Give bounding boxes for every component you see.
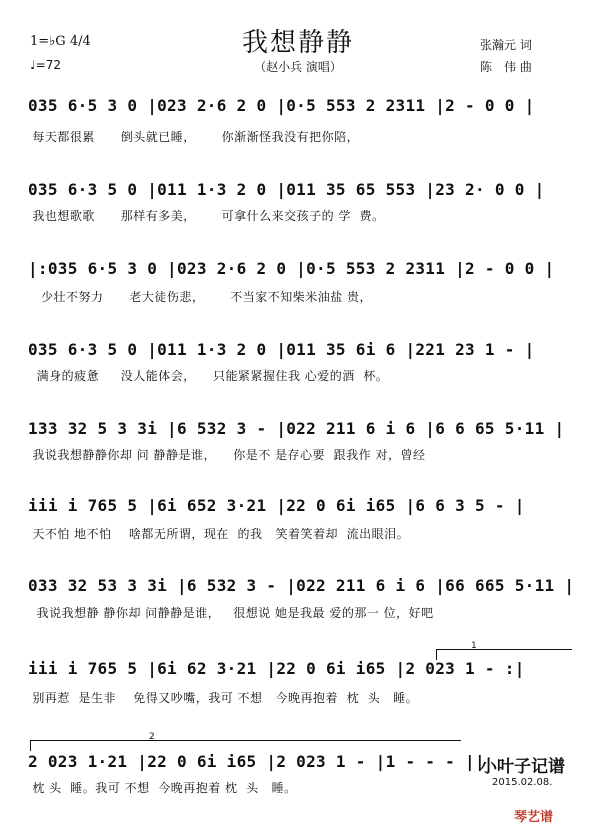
score-notes-line-6: iii i 765 5 |6i 652 3·21 |22 0 6i i65 |6 6 3 5 - | xyxy=(28,496,525,515)
score-lyrics-line-8: 别再惹 是生非 免得又吵嘴，我可 不想 今晚再抱着 枕 头 睡。 xyxy=(28,691,419,705)
score-notes-line-8: iii i 765 5 |6i 62 3·21 |22 0 6i i65 |2 023 1 - :| xyxy=(28,659,525,678)
transcriber-signature: 小叶子记谱 xyxy=(480,757,565,777)
score-lyrics-line-4: 满身的疲惫 没人能体会， 只能紧紧握住我 心爱的酒 杯。 xyxy=(28,369,389,383)
score-lyrics-line-2: 我也想歌歌 那样有多美， 可拿什么来交孩子的 学 费。 xyxy=(28,209,385,223)
volta-bracket-2 xyxy=(30,732,461,751)
volta-label-2: 2 xyxy=(149,732,155,742)
key-signature: 1=♭G 4/4 xyxy=(30,34,91,49)
transcription-date: 2015.02.08. xyxy=(492,777,553,788)
score-lyrics-line-5: 我说我想静静你却 问 静静是谁， 你是不 是存心要 跟我作 对，曾经 xyxy=(28,448,426,462)
score-lyrics-line-9: 枕 头 睡。我可 不想 今晚再抱着 枕 头 睡。 xyxy=(28,781,297,795)
score-notes-line-7: 033 32 53 3 3i |6 532 3 - |022 211 6 i 6 |66 665 5·11 | xyxy=(28,576,575,595)
score-notes-line-1: 035 6·5 3 0 |023 2·6 2 0 |0·5 553 2 2311 |2 - 0 0 | xyxy=(28,96,535,115)
score-lyrics-line-1: 每天都很累 倒头就已睡， 你渐渐怪我没有把你陪， xyxy=(28,130,360,144)
lyricist-credit: 张瀚元 词 xyxy=(480,38,532,52)
composer-credit: 陈 伟 曲 xyxy=(480,60,532,74)
score-notes-line-3: |:035 6·5 3 0 |023 2·6 2 0 |0·5 553 2 2311 |2 - 0 0 | xyxy=(28,259,555,278)
singer-subtitle: （赵小兵 演唱） xyxy=(254,60,342,74)
score-lyrics-line-7: 我说我想静 静你却 问静静是谁， 很想说 她是我最 爱的那一 位，好吧 xyxy=(28,606,434,620)
tempo-marking: ♩=72 xyxy=(30,58,61,72)
song-title: 我想静静 xyxy=(241,28,354,58)
volta-label-1: 1 xyxy=(471,641,477,651)
score-lyrics-line-6: 天不怕 地不怕 啥都无所谓，现在 的我 笑着笑着却 流出眼泪。 xyxy=(28,527,410,541)
score-notes-line-4: 035 6·3 5 0 |011 1·3 2 0 |011 35 6i 6 |221 23 1 - | xyxy=(28,340,535,359)
score-notes-line-2: 035 6·3 5 0 |011 1·3 2 0 |011 35 65 553 |23 2· 0 0 | xyxy=(28,180,545,199)
score-lyrics-line-3: 少壮不努力 老大徒伤悲， 不当家不知柴米油盐 贵， xyxy=(28,290,373,304)
site-watermark: 琴艺谱 xyxy=(514,810,554,825)
score-notes-line-5: 133 32 5 3 3i |6 532 3 - |022 211 6 i 6 |6 6 65 5·11 | xyxy=(28,419,565,438)
score-notes-line-9: 2 023 1·21 |22 0 6i i65 |2 023 1 - |1 - - - || xyxy=(28,752,485,771)
